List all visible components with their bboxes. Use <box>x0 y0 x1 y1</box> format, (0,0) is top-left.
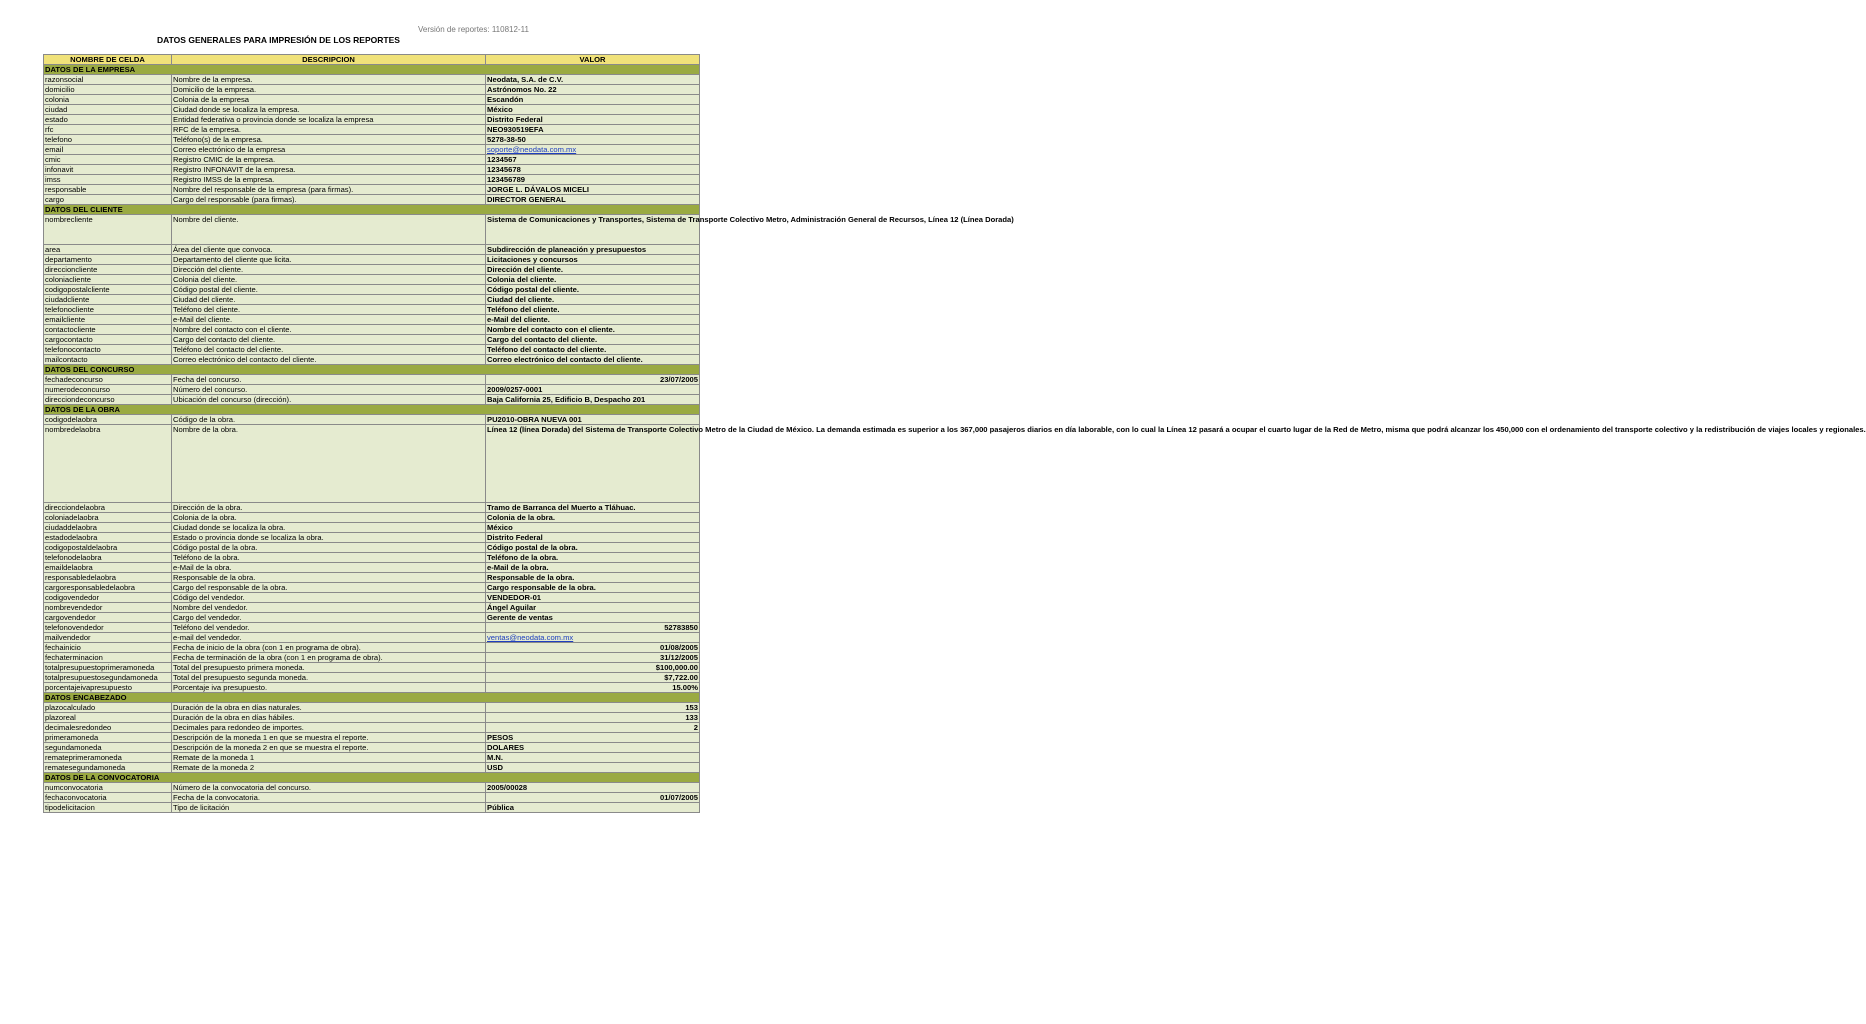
cell-value[interactable]: VENDEDOR-01 <box>486 593 700 603</box>
cell-description[interactable]: Domicilio de la empresa. <box>172 85 486 95</box>
table-row <box>44 723 700 733</box>
cell-value[interactable]: M.N. <box>486 753 700 763</box>
cell-value[interactable]: 12345678 <box>486 165 700 175</box>
cell-name[interactable]: remateprimeramoneda <box>44 753 172 763</box>
cell-description[interactable]: Decimales para redondeo de importes. <box>172 723 486 733</box>
section-header-row <box>44 405 700 415</box>
section-title: DATOS DEL CLIENTE <box>44 205 700 215</box>
table-row <box>44 175 700 185</box>
cell-name[interactable]: telefonodelaobra <box>44 553 172 563</box>
cell-value[interactable]: e-Mail de la obra. <box>486 563 700 573</box>
table-row <box>44 75 700 85</box>
cell-description[interactable]: Fecha de inicio de la obra (con 1 en programa de obra). <box>172 643 486 653</box>
table-row <box>44 95 700 105</box>
table-row <box>44 703 700 713</box>
table-row <box>44 165 700 175</box>
cell-description[interactable]: Registro INFONAVIT de la empresa. <box>172 165 486 175</box>
cell-name[interactable]: nombrevendedor <box>44 603 172 613</box>
cell-value[interactable]: DIRECTOR GENERAL <box>486 195 700 205</box>
cell-description[interactable]: Colonia de la obra. <box>172 513 486 523</box>
table-row <box>44 195 700 205</box>
cell-description[interactable]: Nombre del responsable de la empresa (para firmas). <box>172 185 486 195</box>
cell-description[interactable]: Área del cliente que convoca. <box>172 245 486 255</box>
cell-name[interactable]: infonavit <box>44 165 172 175</box>
column-header-nombre: NOMBRE DE CELDA <box>44 55 172 65</box>
cell-description[interactable]: Teléfono del contacto del cliente. <box>172 345 486 355</box>
section-header-row <box>44 365 700 375</box>
table-row <box>44 255 700 265</box>
cell-value[interactable]: Código postal de la obra. <box>486 543 700 553</box>
cell-description[interactable]: Fecha del concurso. <box>172 375 486 385</box>
cell-name[interactable]: numerodeconcurso <box>44 385 172 395</box>
cell-name[interactable]: cmic <box>44 155 172 165</box>
cell-name[interactable]: fechaconvocatoria <box>44 793 172 803</box>
cell-value[interactable]: Teléfono del contacto del cliente. <box>486 345 700 355</box>
cell-name[interactable]: direccioncliente <box>44 265 172 275</box>
table-row <box>44 385 700 395</box>
section-title: DATOS ENCABEZADO <box>44 693 700 703</box>
cell-name[interactable]: coloniacliente <box>44 275 172 285</box>
cell-value[interactable]: 01/08/2005 <box>486 643 700 653</box>
cell-name[interactable]: nombredelaobra <box>44 425 172 503</box>
cell-name[interactable]: estado <box>44 115 172 125</box>
cell-value[interactable] <box>486 145 700 155</box>
cell-value[interactable]: Licitaciones y concursos <box>486 255 700 265</box>
cell-value[interactable]: Ciudad del cliente. <box>486 295 700 305</box>
table-row <box>44 285 700 295</box>
table-row <box>44 335 700 345</box>
table-row <box>44 315 700 325</box>
table-row <box>44 425 700 503</box>
cell-value[interactable]: Escandón <box>486 95 700 105</box>
table-header-row <box>44 55 700 65</box>
cell-value[interactable]: Subdirección de planeación y presupuestos <box>486 245 700 255</box>
table-row <box>44 295 700 305</box>
cell-value[interactable]: USD <box>486 763 700 773</box>
cell-value[interactable]: Correo electrónico del contacto del cliente. <box>486 355 700 365</box>
cell-value[interactable]: $100,000.00 <box>486 663 700 673</box>
cell-description[interactable]: Total del presupuesto segunda moneda. <box>172 673 486 683</box>
cell-name[interactable]: ciudad <box>44 105 172 115</box>
cell-value[interactable]: Dirección del cliente. <box>486 265 700 275</box>
table-row <box>44 135 700 145</box>
cell-name[interactable]: fechainicio <box>44 643 172 653</box>
section-title: DATOS DE LA CONVOCATORIA <box>44 773 700 783</box>
cell-description[interactable]: Descripción de la moneda 2 en que se muestra el reporte. <box>172 743 486 753</box>
section-header-row <box>44 65 700 75</box>
cell-value[interactable]: 133 <box>486 713 700 723</box>
table-row <box>44 513 700 523</box>
cell-name[interactable]: telefonocontacto <box>44 345 172 355</box>
cell-description[interactable]: Ciudad del cliente. <box>172 295 486 305</box>
table-row <box>44 633 700 643</box>
cell-value[interactable]: DOLARES <box>486 743 700 753</box>
table-row <box>44 125 700 135</box>
cell-value[interactable]: Distrito Federal <box>486 533 700 543</box>
cell-value[interactable]: Teléfono de la obra. <box>486 553 700 563</box>
cell-value[interactable]: Distrito Federal <box>486 115 700 125</box>
cell-name[interactable]: departamento <box>44 255 172 265</box>
cell-description[interactable]: e-mail del vendedor. <box>172 633 486 643</box>
table-row <box>44 613 700 623</box>
cell-name[interactable]: telefonovendedor <box>44 623 172 633</box>
cell-value[interactable]: Nombre del contacto con el cliente. <box>486 325 700 335</box>
section-title: DATOS DEL CONCURSO <box>44 365 700 375</box>
table-row <box>44 683 700 693</box>
cell-name[interactable]: decimalesredondeo <box>44 723 172 733</box>
cell-description[interactable]: Correo electrónico de la empresa <box>172 145 486 155</box>
cell-description[interactable]: Código del vendedor. <box>172 593 486 603</box>
cell-description[interactable]: Nombre de la obra. <box>172 425 486 503</box>
table-row <box>44 345 700 355</box>
cell-name[interactable]: estadodelaobra <box>44 533 172 543</box>
table-row <box>44 533 700 543</box>
table-row <box>44 803 700 813</box>
cell-value[interactable]: Tramo de Barranca del Muerto a Tláhuac. <box>486 503 700 513</box>
cell-description[interactable]: Departamento del cliente que licita. <box>172 255 486 265</box>
cell-description[interactable]: Teléfono(s) de la empresa. <box>172 135 486 145</box>
table-row <box>44 593 700 603</box>
cell-value[interactable]: Línea 12 (línea Dorada) del Sistema de Transporte Colectivo Metro de la Ciudad de México. La demanda estimada es superior a los 367,000 pasajeros diarios en día laborable, con lo cual la Línea 12 pasará a ocupar el cuarto lugar de la Red de Metro, misma que podrá alcanzar los 450,000 con el ordenamiento del transporte colectivo y la redistribución de viajes locales y regionales. <box>486 425 700 503</box>
email-link[interactable]: soporte@neodata.com.mx <box>487 145 577 154</box>
cell-name[interactable]: segundamoneda <box>44 743 172 753</box>
cell-name[interactable]: coloniadelaobra <box>44 513 172 523</box>
cell-description[interactable]: RFC de la empresa. <box>172 125 486 135</box>
cell-value[interactable]: Astrónomos No. 22 <box>486 85 700 95</box>
cell-name[interactable]: razonsocial <box>44 75 172 85</box>
cell-name[interactable]: cargovendedor <box>44 613 172 623</box>
cell-description[interactable]: Cargo del responsable de la obra. <box>172 583 486 593</box>
cell-description[interactable]: Responsable de la obra. <box>172 573 486 583</box>
cell-description[interactable]: Ciudad donde se localiza la obra. <box>172 523 486 533</box>
cell-value[interactable]: PESOS <box>486 733 700 743</box>
cell-value[interactable]: Sistema de Comunicaciones y Transportes, Sistema de Transporte Colectivo Metro, Administración General de Recursos, Línea 12 (Línea Dorada) <box>486 215 700 245</box>
cell-description[interactable]: Remate de la moneda 1 <box>172 753 486 763</box>
table-row <box>44 603 700 613</box>
cell-description[interactable]: Cargo del contacto del cliente. <box>172 335 486 345</box>
cell-name[interactable]: nombrecliente <box>44 215 172 245</box>
table-row <box>44 105 700 115</box>
cell-value[interactable]: Cargo responsable de la obra. <box>486 583 700 593</box>
cell-description[interactable]: Estado o provincia donde se localiza la obra. <box>172 533 486 543</box>
cell-value[interactable]: Ángel Aguilar <box>486 603 700 613</box>
section-header-row <box>44 693 700 703</box>
table-row <box>44 375 700 385</box>
cell-name[interactable]: imss <box>44 175 172 185</box>
table-row <box>44 185 700 195</box>
cell-name[interactable]: rematesegundamoneda <box>44 763 172 773</box>
cell-value[interactable]: Colonia de la obra. <box>486 513 700 523</box>
cell-description[interactable]: Total del presupuesto primera moneda. <box>172 663 486 673</box>
cell-name[interactable]: cargo <box>44 195 172 205</box>
cell-name[interactable]: porcentajeivapresupuesto <box>44 683 172 693</box>
table-body <box>44 65 1866 813</box>
cell-name[interactable]: telefonocliente <box>44 305 172 315</box>
cell-value[interactable]: 123456789 <box>486 175 700 185</box>
cell-name[interactable]: email <box>44 145 172 155</box>
cell-value[interactable]: NEO930519EFA <box>486 125 700 135</box>
table-row <box>44 733 700 743</box>
cell-description[interactable]: Ciudad donde se localiza la empresa. <box>172 105 486 115</box>
cell-name[interactable]: cargoresponsabledelaobra <box>44 583 172 593</box>
table-row <box>44 553 700 563</box>
cell-value[interactable]: 2009/0257-0001 <box>486 385 700 395</box>
section-title: DATOS DE LA EMPRESA <box>44 65 700 75</box>
cell-name[interactable]: responsable <box>44 185 172 195</box>
cell-description[interactable]: Nombre de la empresa. <box>172 75 486 85</box>
cell-name[interactable]: codigodelaobra <box>44 415 172 425</box>
cell-name[interactable]: emaildelaobra <box>44 563 172 573</box>
cell-value[interactable]: Teléfono del cliente. <box>486 305 700 315</box>
cell-name[interactable]: mailvendedor <box>44 633 172 643</box>
cell-name[interactable]: domicilio <box>44 85 172 95</box>
table-row <box>44 265 700 275</box>
cell-name[interactable]: totalpresupuestoprimeramoneda <box>44 663 172 673</box>
cell-description[interactable]: Teléfono del cliente. <box>172 305 486 315</box>
table-row <box>44 355 700 365</box>
cell-value[interactable]: 153 <box>486 703 700 713</box>
cell-description[interactable]: Duración de la obra en días naturales. <box>172 703 486 713</box>
cell-description[interactable]: Teléfono de la obra. <box>172 553 486 563</box>
table-row <box>44 783 700 793</box>
cell-name[interactable]: codigovendedor <box>44 593 172 603</box>
cell-value[interactable]: Cargo del contacto del cliente. <box>486 335 700 345</box>
cell-description[interactable]: Porcentaje iva presupuesto. <box>172 683 486 693</box>
cell-name[interactable]: plazoreal <box>44 713 172 723</box>
cell-description[interactable]: Registro CMIC de la empresa. <box>172 155 486 165</box>
table-row <box>44 563 700 573</box>
cell-description[interactable]: Remate de la moneda 2 <box>172 763 486 773</box>
cell-description[interactable]: Código postal del cliente. <box>172 285 486 295</box>
cell-description[interactable]: Teléfono del vendedor. <box>172 623 486 633</box>
cell-value[interactable]: e-Mail del cliente. <box>486 315 700 325</box>
cell-name[interactable]: codigopostaldelaobra <box>44 543 172 553</box>
cell-value[interactable]: $7,722.00 <box>486 673 700 683</box>
cell-value[interactable]: Neodata, S.A. de C.V. <box>486 75 700 85</box>
cell-description[interactable]: Cargo del vendedor. <box>172 613 486 623</box>
cell-value[interactable]: Colonia del cliente. <box>486 275 700 285</box>
cell-description[interactable]: Código postal de la obra. <box>172 543 486 553</box>
table-row <box>44 743 700 753</box>
cell-name[interactable]: rfc <box>44 125 172 135</box>
cell-name[interactable]: area <box>44 245 172 255</box>
cell-value[interactable]: JORGE L. DÁVALOS MICELI <box>486 185 700 195</box>
cell-description[interactable]: Nombre del vendedor. <box>172 603 486 613</box>
cell-name[interactable]: colonia <box>44 95 172 105</box>
column-header-valor: VALOR <box>486 55 700 65</box>
table-row <box>44 215 700 245</box>
cell-description[interactable]: Fecha de la convocatoria. <box>172 793 486 803</box>
cell-description[interactable]: Ubicación del concurso (dirección). <box>172 395 486 405</box>
cell-description[interactable]: Número del concurso. <box>172 385 486 395</box>
cell-name[interactable]: ciudadcliente <box>44 295 172 305</box>
cell-description[interactable]: Duración de la obra en días hábiles. <box>172 713 486 723</box>
section-title: DATOS DE LA OBRA <box>44 405 700 415</box>
report-version: Versión de reportes: 110812-11 <box>418 25 529 34</box>
email-link[interactable]: ventas@neodata.com.mx <box>487 633 574 642</box>
cell-name[interactable]: emailcliente <box>44 315 172 325</box>
cell-value[interactable]: Código postal del cliente. <box>486 285 700 295</box>
table-row <box>44 145 700 155</box>
cell-description[interactable]: e-Mail del cliente. <box>172 315 486 325</box>
table-row <box>44 543 700 553</box>
cell-name[interactable]: fechaterminacion <box>44 653 172 663</box>
section-header-row <box>44 773 700 783</box>
table-row <box>44 673 700 683</box>
table-row <box>44 623 700 633</box>
cell-name[interactable]: totalpresupuestosegundamoneda <box>44 673 172 683</box>
cell-value[interactable]: 52783850 <box>486 623 700 633</box>
page-title: DATOS GENERALES PARA IMPRESIÓN DE LOS REPORTES <box>157 35 400 45</box>
cell-value[interactable]: 2 <box>486 723 700 733</box>
cell-value[interactable]: 01/07/2005 <box>486 793 700 803</box>
cell-description[interactable]: Nombre del cliente. <box>172 215 486 245</box>
cell-value[interactable]: Gerente de ventas <box>486 613 700 623</box>
cell-description[interactable]: Cargo del responsable (para firmas). <box>172 195 486 205</box>
cell-description[interactable]: Nombre del contacto con el cliente. <box>172 325 486 335</box>
table-row <box>44 753 700 763</box>
cell-description[interactable]: Entidad federativa o provincia donde se localiza la empresa <box>172 115 486 125</box>
cell-description[interactable]: Descripción de la moneda 1 en que se muestra el reporte. <box>172 733 486 743</box>
cell-name[interactable]: plazocalculado <box>44 703 172 713</box>
column-header-descripcion: DESCRIPCION <box>172 55 486 65</box>
cell-description[interactable]: Correo electrónico del contacto del cliente. <box>172 355 486 365</box>
cell-name[interactable]: contactocliente <box>44 325 172 335</box>
table-row <box>44 245 700 255</box>
table-row <box>44 763 700 773</box>
cell-value[interactable]: Pública <box>486 803 700 813</box>
cell-name[interactable]: primeramoneda <box>44 733 172 743</box>
cell-name[interactable]: direcciondeconcurso <box>44 395 172 405</box>
table-row <box>44 573 700 583</box>
table-row <box>44 523 700 533</box>
cell-description[interactable]: Fecha de terminación de la obra (con 1 en programa de obra). <box>172 653 486 663</box>
table-row <box>44 85 700 95</box>
cell-description[interactable]: Código de la obra. <box>172 415 486 425</box>
cell-value[interactable]: 1234567 <box>486 155 700 165</box>
cell-description[interactable]: Colonia del cliente. <box>172 275 486 285</box>
cell-value[interactable]: 15.00% <box>486 683 700 693</box>
cell-value[interactable]: Baja California 25, Edificio B, Despacho 201 <box>486 395 700 405</box>
table-row <box>44 583 700 593</box>
table-row <box>44 305 700 315</box>
cell-name[interactable]: cargocontacto <box>44 335 172 345</box>
cell-value[interactable]: Responsable de la obra. <box>486 573 700 583</box>
table-row <box>44 275 700 285</box>
table-row <box>44 653 700 663</box>
cell-value[interactable]: 5278-38-50 <box>486 135 700 145</box>
cell-description[interactable]: Tipo de licitación <box>172 803 486 813</box>
cell-name[interactable]: ciudaddelaobra <box>44 523 172 533</box>
cell-name[interactable]: codigopostalcliente <box>44 285 172 295</box>
data-table <box>43 54 1866 813</box>
cell-name[interactable]: tipodelicitacion <box>44 803 172 813</box>
table-row <box>44 643 700 653</box>
cell-name[interactable]: telefono <box>44 135 172 145</box>
cell-description[interactable]: Dirección del cliente. <box>172 265 486 275</box>
cell-value[interactable]: México <box>486 523 700 533</box>
table-row <box>44 793 700 803</box>
table-row <box>44 503 700 513</box>
cell-description[interactable]: Dirección de la obra. <box>172 503 486 513</box>
cell-description[interactable]: Colonia de la empresa <box>172 95 486 105</box>
cell-value[interactable] <box>486 633 700 643</box>
cell-name[interactable]: direcciondelaobra <box>44 503 172 513</box>
cell-name[interactable]: responsabledelaobra <box>44 573 172 583</box>
table-row <box>44 713 700 723</box>
table-row <box>44 415 700 425</box>
cell-value[interactable]: PU2010-OBRA NUEVA 001 <box>486 415 700 425</box>
cell-value[interactable]: 2005/00028 <box>486 783 700 793</box>
table-row <box>44 115 700 125</box>
cell-name[interactable]: numconvocatoria <box>44 783 172 793</box>
table-row <box>44 325 700 335</box>
cell-description[interactable]: e-Mail de la obra. <box>172 563 486 573</box>
cell-name[interactable]: fechadeconcurso <box>44 375 172 385</box>
table-row <box>44 663 700 673</box>
cell-value[interactable]: 31/12/2005 <box>486 653 700 663</box>
cell-value[interactable]: 23/07/2005 <box>486 375 700 385</box>
section-header-row <box>44 205 700 215</box>
cell-value[interactable]: México <box>486 105 700 115</box>
cell-name[interactable]: mailcontacto <box>44 355 172 365</box>
cell-description[interactable]: Registro IMSS de la empresa. <box>172 175 486 185</box>
table-row <box>44 155 700 165</box>
table-row <box>44 395 700 405</box>
cell-description[interactable]: Número de la convocatoria del concurso. <box>172 783 486 793</box>
